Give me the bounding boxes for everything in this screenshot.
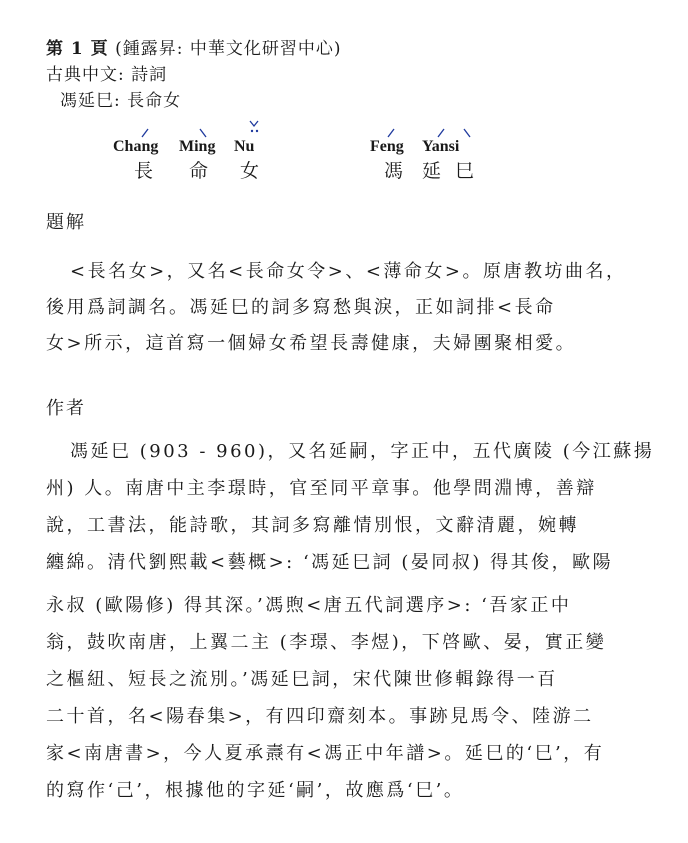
hanzi-nu: 女 — [240, 160, 260, 182]
pinyin-nu: Nu — [234, 138, 255, 155]
pinyin-yansi: Yansi — [422, 138, 460, 155]
section-title-zuozhe: 作者 — [46, 398, 86, 419]
header-source: (鍾露昇: 中華文化研習中心) — [108, 39, 342, 59]
tone-mark-grave-icon — [198, 128, 208, 138]
paragraph-line: <長名女>，又名<長命女令>、<薄命女>。原唐教坊曲名， — [70, 261, 627, 282]
paragraph-line: 永叔 (歐陽修) 得其深。’馮煦<唐五代詞選序>: ‘吾家正中 — [46, 595, 572, 616]
paragraph-line: 纏綿。清代劉熙載<藝概>: ‘馮延巳詞 (晏同叔) 得其俊，歐陽 — [46, 552, 614, 573]
lesson-title: 馮延巳: 長命女 — [60, 91, 182, 111]
tone-mark-acute-icon — [436, 128, 446, 138]
section-title-tijie: 題解 — [46, 212, 86, 233]
tone-mark-caron-umlaut-icon — [248, 120, 260, 138]
hanzi-feng: 馮 — [384, 160, 404, 182]
paragraph-line: 翁，鼓吹南唐，上翼二主 (李璟、李煜)，下啓歐、晏，實正變 — [46, 632, 607, 653]
course-title: 古典中文: 詩詞 — [46, 65, 168, 85]
pinyin-ming: Ming — [179, 138, 216, 155]
paragraph-line: 後用爲詞調名。馮延巳的詞多寫愁與淚，正如詞排<長命 — [46, 297, 556, 318]
paragraph-line: 之樞紐、短長之流別。’馮延巳詞，宋代陳世修輯錄得一百 — [46, 669, 558, 690]
hanzi-chang: 長 — [134, 160, 154, 182]
page-header-line — [46, 38, 341, 60]
hanzi-ming: 命 — [189, 160, 209, 182]
pinyin-chang: Chang — [113, 138, 159, 155]
tone-mark-grave-icon — [462, 128, 472, 138]
hanzi-yansi: 延 巳 — [422, 160, 479, 182]
paragraph-line: 馮延巳 (903 - 960)，又名延嗣，字正中，五代廣陵 (今江蘇揚 — [70, 441, 655, 462]
paragraph-line: 說，工書法，能詩歌，其詞多寫離情別恨，文辭清麗，婉轉 — [46, 515, 579, 536]
page-number: 第 1 頁 — [46, 39, 109, 59]
tone-mark-acute-icon — [386, 128, 396, 138]
paragraph-line: 二十首，名<陽春集>，有四印齋刻本。事跡見馬令、陸游二 — [46, 706, 594, 727]
tone-mark-acute-icon — [140, 128, 150, 138]
paragraph-line: 州) 人。南唐中主李璟時，官至同平章事。他學問淵博，善辯 — [46, 478, 597, 499]
paragraph-line: 女>所示，這首寫一個婦女希望長壽健康，夫婦團聚相愛。 — [46, 333, 577, 354]
paragraph-line: 的寫作‘己’，根據他的字延‘嗣’，故應爲‘巳’。 — [46, 780, 465, 801]
paragraph-line: 家<南唐書>，今人夏承燾有<馮正中年譜>。延巳的‘巳’，有 — [46, 743, 605, 764]
pinyin-feng: Feng — [370, 138, 404, 155]
